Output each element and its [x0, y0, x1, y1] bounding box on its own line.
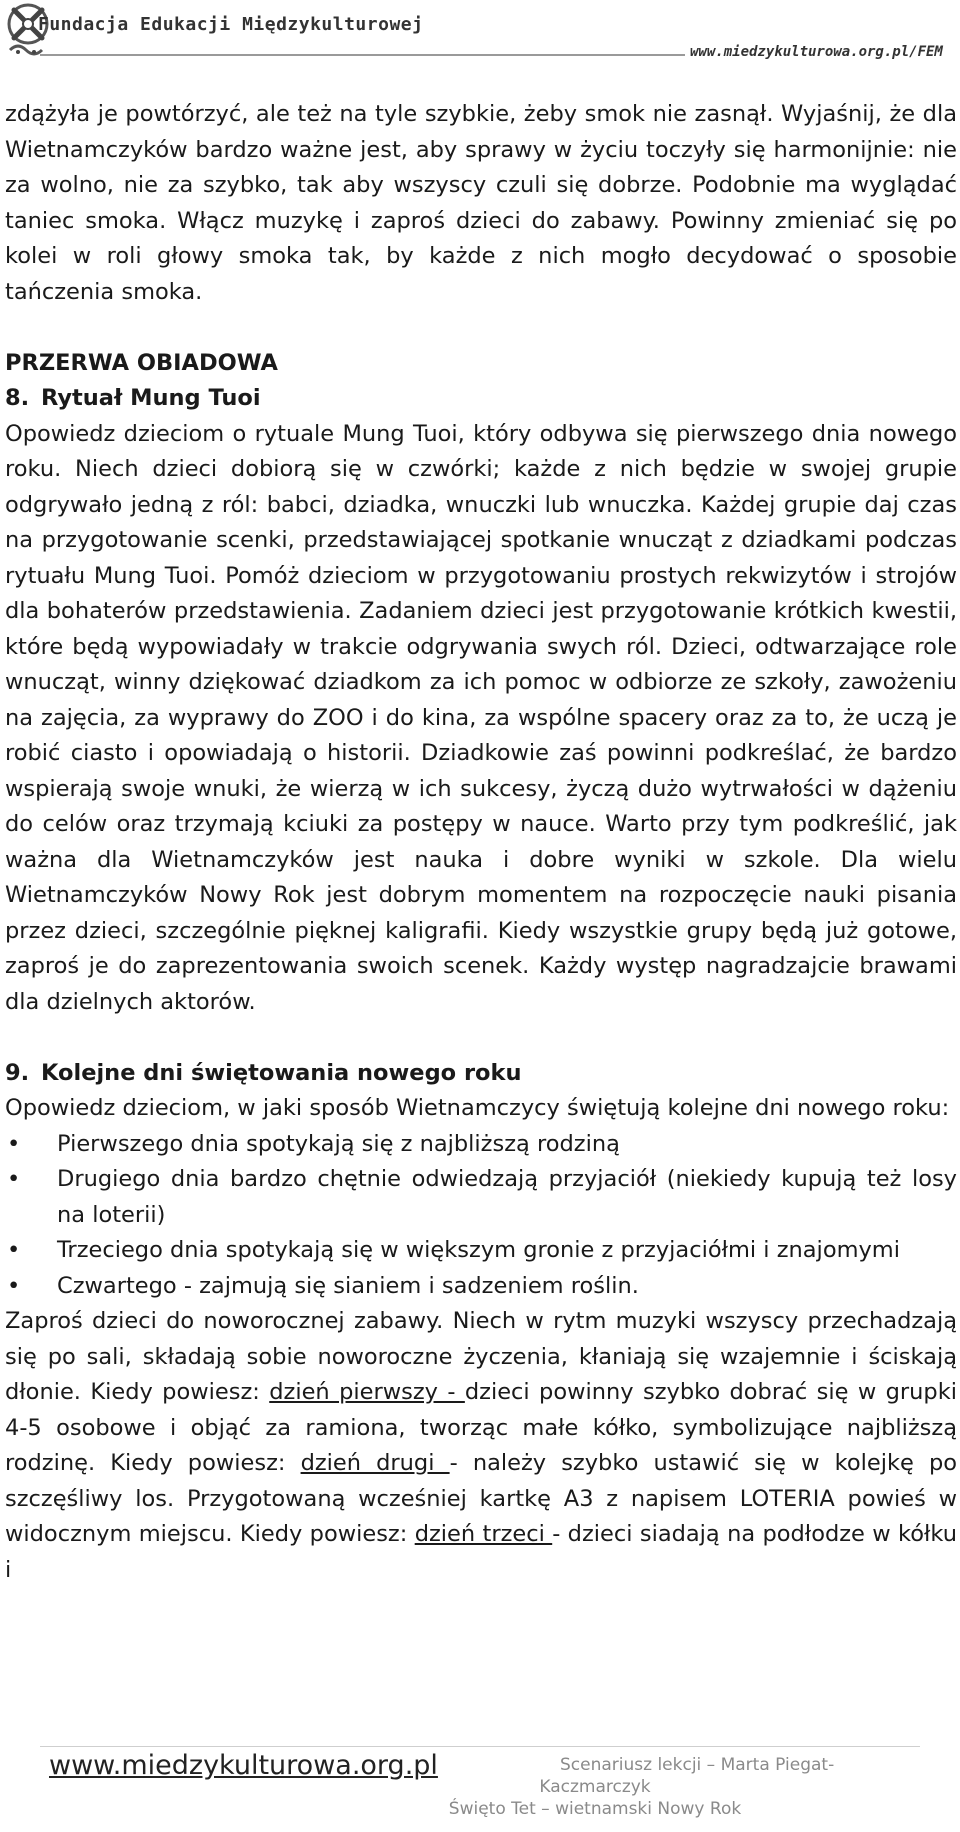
- outro-text: Zaproś dzieci do noworocznej zabawy. Niech w rytm muzyki wszyscy przechadzają się po sali, składają sobie noworoczne życzenia, kłaniają się wzajemnie i ściskają dłonie. Kiedy powiesz:: [5, 1308, 957, 1405]
- section-9-title: Kolejne dni świętowania nowego roku: [41, 1059, 522, 1086]
- underlined-day-1: dzień pierwszy -: [269, 1379, 465, 1405]
- footer-credit: [230, 1754, 960, 1820]
- list-item: • Czwartego - zajmują się sianiem i sadzeniem roślin.: [5, 1269, 957, 1305]
- section-8-text: Opowiedz dzieciom o rytuale Mung Tuoi, który odbywa się pierwszego dnia nowego roku. Niech dzieci dobiorą się w czwórki; każde z nich będzie w swojej grupie odgrywało jedną z ról: babci, dziadka, wnuczki lub wnuczka. Każdej grupie daj czas na przygotowanie scenki, przedstawiającej spotkanie wnucząt z dziadkami podczas rytuału Mung Tuoi. Pomóż dzieciom w przygotowaniu prostych rekwizytów i strojów dla bohaterów przedstawienia. Zadaniem dzieci jest przygotowanie krótkich kwestii, które będą wypowiadały w trakcie odgrywania swych ról. Dzieci, odtwarzające role wnucząt, winny dziękować dziadkom za ich pomoc w odbiorze ze szkoły, zawożeniu na zajęcia, za wyprawy do ZOO i do kina, za wspólne spacery oraz za to, że uczą je robić ciasto i opowiadają o historii. Dziadkowie zaś powinni podkreślać, że bardzo wspierają swoje wnuki, że wierzą w ich sukcesy, życzą dużo wytrwałości w dążeniu do celów oraz trzymają kciuki za postępy w nauce. Warto przy tym podkreślić, jak ważna dla Wietnamczyków jest nauka i dobre wyniki w szkole. Dla wielu Wietnamczyków Nowy Rok jest dobrym momentem na rozpoczęcie nauki pisania przez dzieci, szczególnie pięknej kaligrafii. Kiedy wszystkie grupy będą już gotowe, zaproś je do zaprezentowania swoich scenek. Każdy występ nagradzajcie brawami dla dzielnych aktorów.: [5, 420, 957, 1015]
- footer-link[interactable]: www.miedzykulturowa.org.pl: [49, 1750, 438, 1781]
- organization-name: Fundacja Edukacji Międzykulturowej: [38, 14, 424, 35]
- days-list: [5, 1127, 957, 1305]
- spacer: [5, 1020, 957, 1056]
- section-9-heading: [5, 1056, 957, 1092]
- footer-credit-line: Kaczmarczyk: [539, 1777, 651, 1797]
- section-8-number: 8.: [5, 385, 30, 411]
- page-header: [0, 0, 960, 62]
- outro-text: - dzieci siadają na podłodze w kółku i: [5, 1521, 958, 1583]
- footer-divider: [40, 1746, 920, 1747]
- spacer: [5, 310, 957, 346]
- section-9-outro: [5, 1304, 957, 1588]
- list-item: • Trzeciego dnia spotykają się w większym gronie z przyjaciółmi i znajomymi: [5, 1233, 957, 1269]
- header-divider: [40, 54, 685, 56]
- outro-text: - należy szybko ustawić się w kolejkę po szczęśliwy los. Przygotowaną wcześniej kartkę A3 z napisem LOTERIA powieś w widocznym miejscu. Kiedy powiesz:: [5, 1450, 958, 1547]
- footer-credit-line: Scenariusz lekcji – Marta Piegat-: [560, 1755, 835, 1775]
- break-heading: PRZERWA OBIADOWA: [5, 349, 278, 376]
- intro-paragraph: zdążyła je powtórzyć, ale też na tyle szybkie, żeby smok nie zasnął. Wyjaśnij, że dla Wietnamczyków bardzo ważne jest, aby sprawy w życiu toczyły się harmonijnie: nie za wolno, nie za szybko, tak aby wszyscy czuli się dobrze. Podobnie ma wyglądać taniec smoka. Włącz muzykę i zaproś dzieci do zabawy. Powinny zmieniać się po kolei w roli głowy smoka tak, by każde z nich mogło decydować o sposobie tańczenia smoka.: [5, 101, 957, 305]
- outro-text: dzieci powinny szybko dobrać się w grupki 4-5 osobowe i objąć za ramiona, tworząc małe kółko, symbolizujące najbliższą rodzinę. Kiedy powiesz:: [5, 1379, 957, 1476]
- section-8-heading: [5, 381, 957, 417]
- underlined-day-3: dzień trzeci: [414, 1521, 553, 1547]
- document-body: [5, 97, 957, 1588]
- list-item: • Drugiego dnia bardzo chętnie odwiedzają przyjaciół (niekiedy kupują też losy na loterii): [5, 1162, 957, 1233]
- underlined-day-2: dzień drugi: [300, 1450, 450, 1476]
- section-9-number: 9.: [5, 1059, 30, 1086]
- section-8-title: Rytuał Mung Tuoi: [41, 385, 261, 411]
- section-9-intro: Opowiedz dzieciom, w jaki sposób Wietnamczycy świętują kolejne dni nowego roku:: [5, 1095, 950, 1121]
- footer-credit-line: Święto Tet – wietnamski Nowy Rok: [448, 1799, 742, 1819]
- header-url: www.miedzykulturowa.org.pl/FEM: [690, 44, 943, 60]
- list-item: • Pierwszego dnia spotykają się z najbliższą rodziną: [5, 1127, 957, 1163]
